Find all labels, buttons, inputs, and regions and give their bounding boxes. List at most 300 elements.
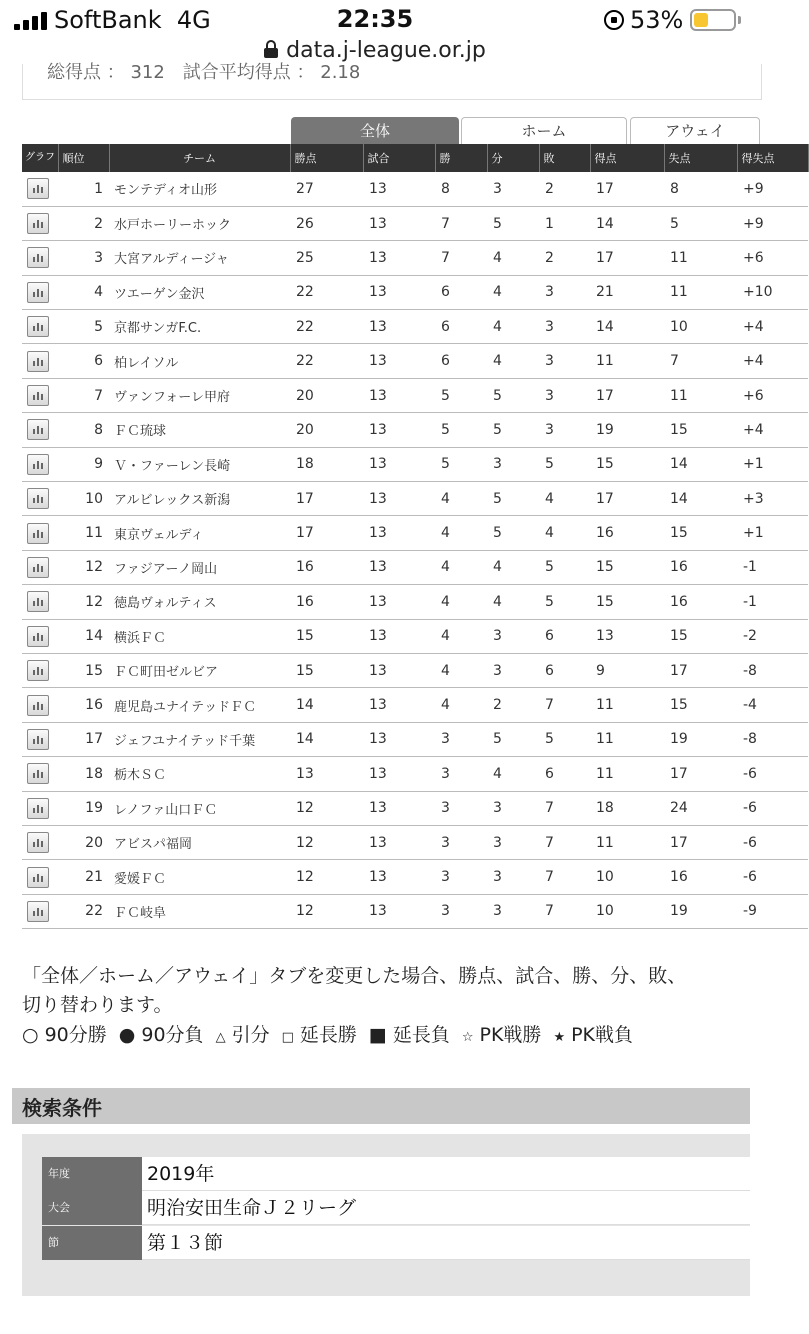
rank-cell: 6: [58, 344, 109, 378]
won-cell: 3: [435, 722, 487, 756]
header-played: 試合: [363, 144, 435, 172]
rank-cell: 10: [58, 482, 109, 516]
graph-cell: [22, 791, 58, 825]
ga-cell: 14: [664, 482, 737, 516]
drawn-cell: 5: [487, 206, 539, 240]
drawn-cell: 3: [487, 860, 539, 894]
won-cell: 7: [435, 206, 487, 240]
points-cell: 27: [290, 172, 363, 206]
points-cell: 22: [290, 310, 363, 344]
played-cell: 13: [363, 757, 435, 791]
table-row: [22, 344, 808, 378]
team-cell: 東京ヴェルディ: [109, 516, 290, 550]
graph-cell: [22, 619, 58, 653]
gf-cell: 18: [590, 791, 664, 825]
played-cell: 13: [363, 413, 435, 447]
bar-chart-icon[interactable]: [27, 867, 49, 888]
team-cell: 柏レイソル: [109, 344, 290, 378]
drawn-cell: 4: [487, 241, 539, 275]
header-drawn: 分: [487, 144, 539, 172]
ga-cell: 19: [664, 894, 737, 928]
bar-chart-icon[interactable]: [27, 901, 49, 922]
rank-cell: 2: [58, 206, 109, 240]
bar-chart-icon[interactable]: [27, 763, 49, 784]
condition-value: 明治安田生命Ｊ２リーグ: [142, 1191, 750, 1225]
rank-cell: 9: [58, 447, 109, 481]
condition-label: 節: [42, 1226, 142, 1260]
gf-cell: 17: [590, 172, 664, 206]
ga-cell: 24: [664, 791, 737, 825]
rotation-lock-icon: [604, 10, 624, 30]
gd-cell: +4: [737, 413, 808, 447]
table-row: [22, 310, 808, 344]
lost-cell: 5: [539, 550, 590, 584]
table-row: [22, 757, 808, 791]
ga-cell: 10: [664, 310, 737, 344]
team-cell: レノファ山口ＦＣ: [109, 791, 290, 825]
won-cell: 7: [435, 241, 487, 275]
bar-chart-icon[interactable]: [27, 178, 49, 199]
table-row: [22, 825, 808, 859]
won-cell: 8: [435, 172, 487, 206]
condition-value: 2019年: [142, 1157, 750, 1191]
legend-symbol: □: [281, 1030, 294, 1045]
lost-cell: 4: [539, 482, 590, 516]
lost-cell: 2: [539, 172, 590, 206]
ga-cell: 11: [664, 378, 737, 412]
gf-cell: 11: [590, 344, 664, 378]
team-cell: ジェフユナイテッド千葉: [109, 722, 290, 756]
team-cell: ＦＣ岐阜: [109, 894, 290, 928]
played-cell: 13: [363, 275, 435, 309]
lost-cell: 7: [539, 688, 590, 722]
graph-cell: [22, 825, 58, 859]
bar-chart-icon[interactable]: [27, 591, 49, 612]
played-cell: 13: [363, 482, 435, 516]
team-cell: 京都サンガF.C.: [109, 310, 290, 344]
bar-chart-icon[interactable]: [27, 213, 49, 234]
gf-cell: 10: [590, 894, 664, 928]
battery-icon: [690, 9, 736, 31]
drawn-cell: 3: [487, 619, 539, 653]
bar-chart-icon[interactable]: [27, 419, 49, 440]
points-cell: 13: [290, 757, 363, 791]
legend-item: [369, 1024, 450, 1046]
gd-cell: +10: [737, 275, 808, 309]
bar-chart-icon[interactable]: [27, 282, 49, 303]
header-lost: 敗: [539, 144, 590, 172]
team-cell: ツエーゲン金沢: [109, 275, 290, 309]
legend-symbol: ○: [22, 1024, 39, 1046]
drawn-cell: 3: [487, 447, 539, 481]
legend-item: [282, 1024, 357, 1046]
team-cell: 鹿児島ユナイテッドＦＣ: [109, 688, 290, 722]
played-cell: 13: [363, 688, 435, 722]
won-cell: 4: [435, 550, 487, 584]
points-cell: 16: [290, 585, 363, 619]
won-cell: 5: [435, 378, 487, 412]
summary-text: 総得点 ： 312 試合平均得点 ： 2.18: [47, 62, 361, 83]
points-cell: 18: [290, 447, 363, 481]
rank-cell: 20: [58, 825, 109, 859]
played-cell: 13: [363, 172, 435, 206]
bar-chart-icon[interactable]: [27, 454, 49, 475]
bar-chart-icon[interactable]: [27, 660, 49, 681]
table-row: [22, 413, 808, 447]
points-cell: 12: [290, 791, 363, 825]
table-row: [22, 206, 808, 240]
graph-cell: [22, 550, 58, 584]
graph-cell: [22, 894, 58, 928]
table-row: [22, 241, 808, 275]
lost-cell: 7: [539, 791, 590, 825]
graph-cell: [22, 241, 58, 275]
won-cell: 6: [435, 344, 487, 378]
result-legend: [22, 1020, 645, 1047]
points-cell: 20: [290, 413, 363, 447]
graph-cell: [22, 516, 58, 550]
gd-cell: +1: [737, 516, 808, 550]
drawn-cell: 3: [487, 825, 539, 859]
points-cell: 22: [290, 275, 363, 309]
table-row: [22, 722, 808, 756]
won-cell: 3: [435, 757, 487, 791]
drawn-cell: 3: [487, 894, 539, 928]
played-cell: 13: [363, 241, 435, 275]
rank-cell: 1: [58, 172, 109, 206]
table-row: [22, 378, 808, 412]
drawn-cell: 4: [487, 585, 539, 619]
graph-cell: [22, 206, 58, 240]
bar-chart-icon[interactable]: [27, 316, 49, 337]
condition-label: 年度: [42, 1157, 142, 1191]
gf-cell: 17: [590, 482, 664, 516]
graph-cell: [22, 688, 58, 722]
ga-cell: 15: [664, 413, 737, 447]
gf-cell: 11: [590, 722, 664, 756]
gd-cell: -6: [737, 825, 808, 859]
search-conditions-header: [12, 1088, 750, 1124]
gd-cell: -6: [737, 757, 808, 791]
won-cell: 4: [435, 619, 487, 653]
played-cell: 13: [363, 447, 435, 481]
legend-symbol: ■: [368, 1024, 387, 1046]
table-row: [22, 275, 808, 309]
tab-note: [22, 962, 762, 1020]
carrier-label: SoftBank 4G: [54, 6, 211, 34]
won-cell: 3: [435, 791, 487, 825]
drawn-cell: 5: [487, 482, 539, 516]
legend-item: [119, 1024, 204, 1046]
gf-cell: 10: [590, 860, 664, 894]
padlock-icon: [264, 40, 278, 58]
legend-item: [216, 1024, 270, 1046]
url-text: data.j-league.or.jp: [286, 38, 486, 63]
points-cell: 15: [290, 619, 363, 653]
lost-cell: 5: [539, 447, 590, 481]
legend-label: 90分負: [141, 1024, 204, 1046]
points-cell: 22: [290, 344, 363, 378]
rank-cell: 17: [58, 722, 109, 756]
rank-cell: 3: [58, 241, 109, 275]
gf-cell: 15: [590, 550, 664, 584]
graph-cell: [22, 482, 58, 516]
legend-label: PK戦負: [571, 1024, 634, 1046]
points-cell: 12: [290, 860, 363, 894]
ga-cell: 8: [664, 172, 737, 206]
ga-cell: 15: [664, 516, 737, 550]
lost-cell: 6: [539, 653, 590, 687]
bar-chart-icon[interactable]: [27, 488, 49, 509]
bar-chart-icon[interactable]: [27, 351, 49, 372]
gf-cell: 11: [590, 688, 664, 722]
drawn-cell: 3: [487, 172, 539, 206]
rank-cell: 11: [58, 516, 109, 550]
points-cell: 25: [290, 241, 363, 275]
lost-cell: 7: [539, 860, 590, 894]
condition-section: [42, 1226, 750, 1260]
tab-away[interactable]: アウェイ: [630, 117, 760, 145]
graph-cell: [22, 310, 58, 344]
team-cell: 横浜ＦＣ: [109, 619, 290, 653]
played-cell: 13: [363, 825, 435, 859]
team-cell: Ｖ・ファーレン長崎: [109, 447, 290, 481]
won-cell: 5: [435, 447, 487, 481]
summary-box: [22, 64, 762, 100]
drawn-cell: 5: [487, 378, 539, 412]
played-cell: 13: [363, 344, 435, 378]
played-cell: 13: [363, 619, 435, 653]
drawn-cell: 4: [487, 310, 539, 344]
gd-cell: -8: [737, 722, 808, 756]
bar-chart-icon[interactable]: [27, 729, 49, 750]
team-cell: 愛媛ＦＣ: [109, 860, 290, 894]
gd-cell: +9: [737, 172, 808, 206]
team-cell: アビスパ福岡: [109, 825, 290, 859]
gf-cell: 11: [590, 757, 664, 791]
legend-label: PK戦勝: [479, 1024, 542, 1046]
won-cell: 6: [435, 275, 487, 309]
gd-cell: -9: [737, 894, 808, 928]
points-cell: 14: [290, 688, 363, 722]
gf-cell: 11: [590, 825, 664, 859]
gf-cell: 13: [590, 619, 664, 653]
table-row: [22, 860, 808, 894]
gd-cell: +6: [737, 378, 808, 412]
won-cell: 4: [435, 653, 487, 687]
standings-table: [22, 144, 775, 929]
rank-cell: 14: [58, 619, 109, 653]
header-goals-against: 失点: [664, 144, 737, 172]
points-cell: 12: [290, 825, 363, 859]
won-cell: 3: [435, 894, 487, 928]
team-cell: 徳島ヴォルティス: [109, 585, 290, 619]
won-cell: 3: [435, 860, 487, 894]
rank-cell: 22: [58, 894, 109, 928]
gd-cell: +4: [737, 310, 808, 344]
gf-cell: 19: [590, 413, 664, 447]
legend-label: 延長勝: [299, 1024, 357, 1046]
points-cell: 16: [290, 550, 363, 584]
rank-cell: 12: [58, 550, 109, 584]
battery-percent: 53%: [630, 6, 684, 34]
rank-cell: 4: [58, 275, 109, 309]
ga-cell: 7: [664, 344, 737, 378]
table-row: [22, 550, 808, 584]
played-cell: 13: [363, 653, 435, 687]
bar-chart-icon[interactable]: [27, 626, 49, 647]
rank-cell: 18: [58, 757, 109, 791]
lost-cell: 4: [539, 516, 590, 550]
played-cell: 13: [363, 722, 435, 756]
ga-cell: 17: [664, 825, 737, 859]
table-row: [22, 172, 808, 206]
legend-item: [553, 1024, 633, 1046]
rank-cell: 5: [58, 310, 109, 344]
graph-cell: [22, 447, 58, 481]
bar-chart-icon[interactable]: [27, 798, 49, 819]
table-row: [22, 653, 808, 687]
played-cell: 13: [363, 791, 435, 825]
lost-cell: 3: [539, 413, 590, 447]
ga-cell: 15: [664, 619, 737, 653]
drawn-cell: 4: [487, 550, 539, 584]
drawn-cell: 3: [487, 791, 539, 825]
bar-chart-icon[interactable]: [27, 523, 49, 544]
legend-label: 延長負: [392, 1024, 450, 1046]
legend-label: 90分勝: [44, 1024, 107, 1046]
note-line-1: 「全体／ホーム／アウェイ」タブを変更した場合、勝点、試合、勝、分、敗、: [22, 965, 687, 987]
graph-cell: [22, 344, 58, 378]
gd-cell: +1: [737, 447, 808, 481]
legend-symbol: ☆: [461, 1030, 474, 1045]
status-bar: [0, 0, 750, 40]
lost-cell: 1: [539, 206, 590, 240]
gf-cell: 17: [590, 241, 664, 275]
bar-chart-icon[interactable]: [27, 385, 49, 406]
won-cell: 4: [435, 482, 487, 516]
ga-cell: 16: [664, 550, 737, 584]
graph-cell: [22, 722, 58, 756]
table-row: [22, 447, 808, 481]
team-cell: ファジアーノ岡山: [109, 550, 290, 584]
clock: 22:35: [336, 5, 414, 33]
lost-cell: 3: [539, 344, 590, 378]
ga-cell: 11: [664, 241, 737, 275]
battery-tip: [738, 16, 741, 24]
bar-chart-icon[interactable]: [27, 247, 49, 268]
ga-cell: 19: [664, 722, 737, 756]
lost-cell: 2: [539, 241, 590, 275]
legend-symbol: ●: [118, 1024, 136, 1046]
condition-value: 第１３節: [142, 1226, 750, 1260]
rank-cell: 21: [58, 860, 109, 894]
played-cell: 13: [363, 860, 435, 894]
rank-cell: 19: [58, 791, 109, 825]
graph-cell: [22, 653, 58, 687]
gd-cell: -2: [737, 619, 808, 653]
ga-cell: 16: [664, 860, 737, 894]
team-cell: 大宮アルディージャ: [109, 241, 290, 275]
gd-cell: -4: [737, 688, 808, 722]
lost-cell: 7: [539, 825, 590, 859]
graph-cell: [22, 172, 58, 206]
gd-cell: -6: [737, 860, 808, 894]
rank-cell: 8: [58, 413, 109, 447]
header-goal-diff: 得失点: [737, 144, 808, 172]
graph-cell: [22, 275, 58, 309]
gf-cell: 14: [590, 310, 664, 344]
ga-cell: 5: [664, 206, 737, 240]
gd-cell: +3: [737, 482, 808, 516]
header-rank: 順位: [58, 144, 109, 172]
bar-chart-icon[interactable]: [27, 832, 49, 853]
gf-cell: 15: [590, 585, 664, 619]
points-cell: 26: [290, 206, 363, 240]
search-conditions-title: 検索条件: [22, 1096, 102, 1120]
played-cell: 13: [363, 894, 435, 928]
legend-symbol: ★: [553, 1030, 566, 1045]
gf-cell: 21: [590, 275, 664, 309]
table-row: [22, 791, 808, 825]
table-row: [22, 894, 808, 928]
won-cell: 5: [435, 413, 487, 447]
points-cell: 17: [290, 482, 363, 516]
table-row: [22, 619, 808, 653]
played-cell: 13: [363, 516, 435, 550]
lost-cell: 3: [539, 378, 590, 412]
table-row: [22, 482, 808, 516]
played-cell: 13: [363, 585, 435, 619]
search-conditions-box: [22, 1134, 750, 1296]
lost-cell: 5: [539, 722, 590, 756]
team-cell: ＦＣ町田ゼルビア: [109, 653, 290, 687]
drawn-cell: 4: [487, 344, 539, 378]
team-cell: 栃木ＳＣ: [109, 757, 290, 791]
ga-cell: 17: [664, 757, 737, 791]
graph-cell: [22, 860, 58, 894]
table-row: [22, 688, 808, 722]
gf-cell: 17: [590, 378, 664, 412]
rank-cell: 12: [58, 585, 109, 619]
header-graph: グラフ: [22, 144, 58, 172]
gd-cell: +9: [737, 206, 808, 240]
ga-cell: 15: [664, 688, 737, 722]
gd-cell: -6: [737, 791, 808, 825]
played-cell: 13: [363, 206, 435, 240]
gd-cell: -1: [737, 550, 808, 584]
gd-cell: -1: [737, 585, 808, 619]
ga-cell: 14: [664, 447, 737, 481]
condition-competition: [42, 1191, 750, 1225]
team-cell: モンテディオ山形: [109, 172, 290, 206]
legend-item: [462, 1024, 542, 1046]
won-cell: 4: [435, 516, 487, 550]
tab-home[interactable]: ホーム: [461, 117, 627, 145]
legend-item: [22, 1024, 107, 1046]
points-cell: 15: [290, 653, 363, 687]
points-cell: 17: [290, 516, 363, 550]
played-cell: 13: [363, 378, 435, 412]
bar-chart-icon[interactable]: [27, 557, 49, 578]
lost-cell: 5: [539, 585, 590, 619]
bar-chart-icon[interactable]: [27, 695, 49, 716]
tab-overall[interactable]: 全体: [291, 117, 459, 145]
header-goals-for: 得点: [590, 144, 664, 172]
drawn-cell: 4: [487, 757, 539, 791]
points-cell: 12: [290, 894, 363, 928]
table-row: [22, 585, 808, 619]
